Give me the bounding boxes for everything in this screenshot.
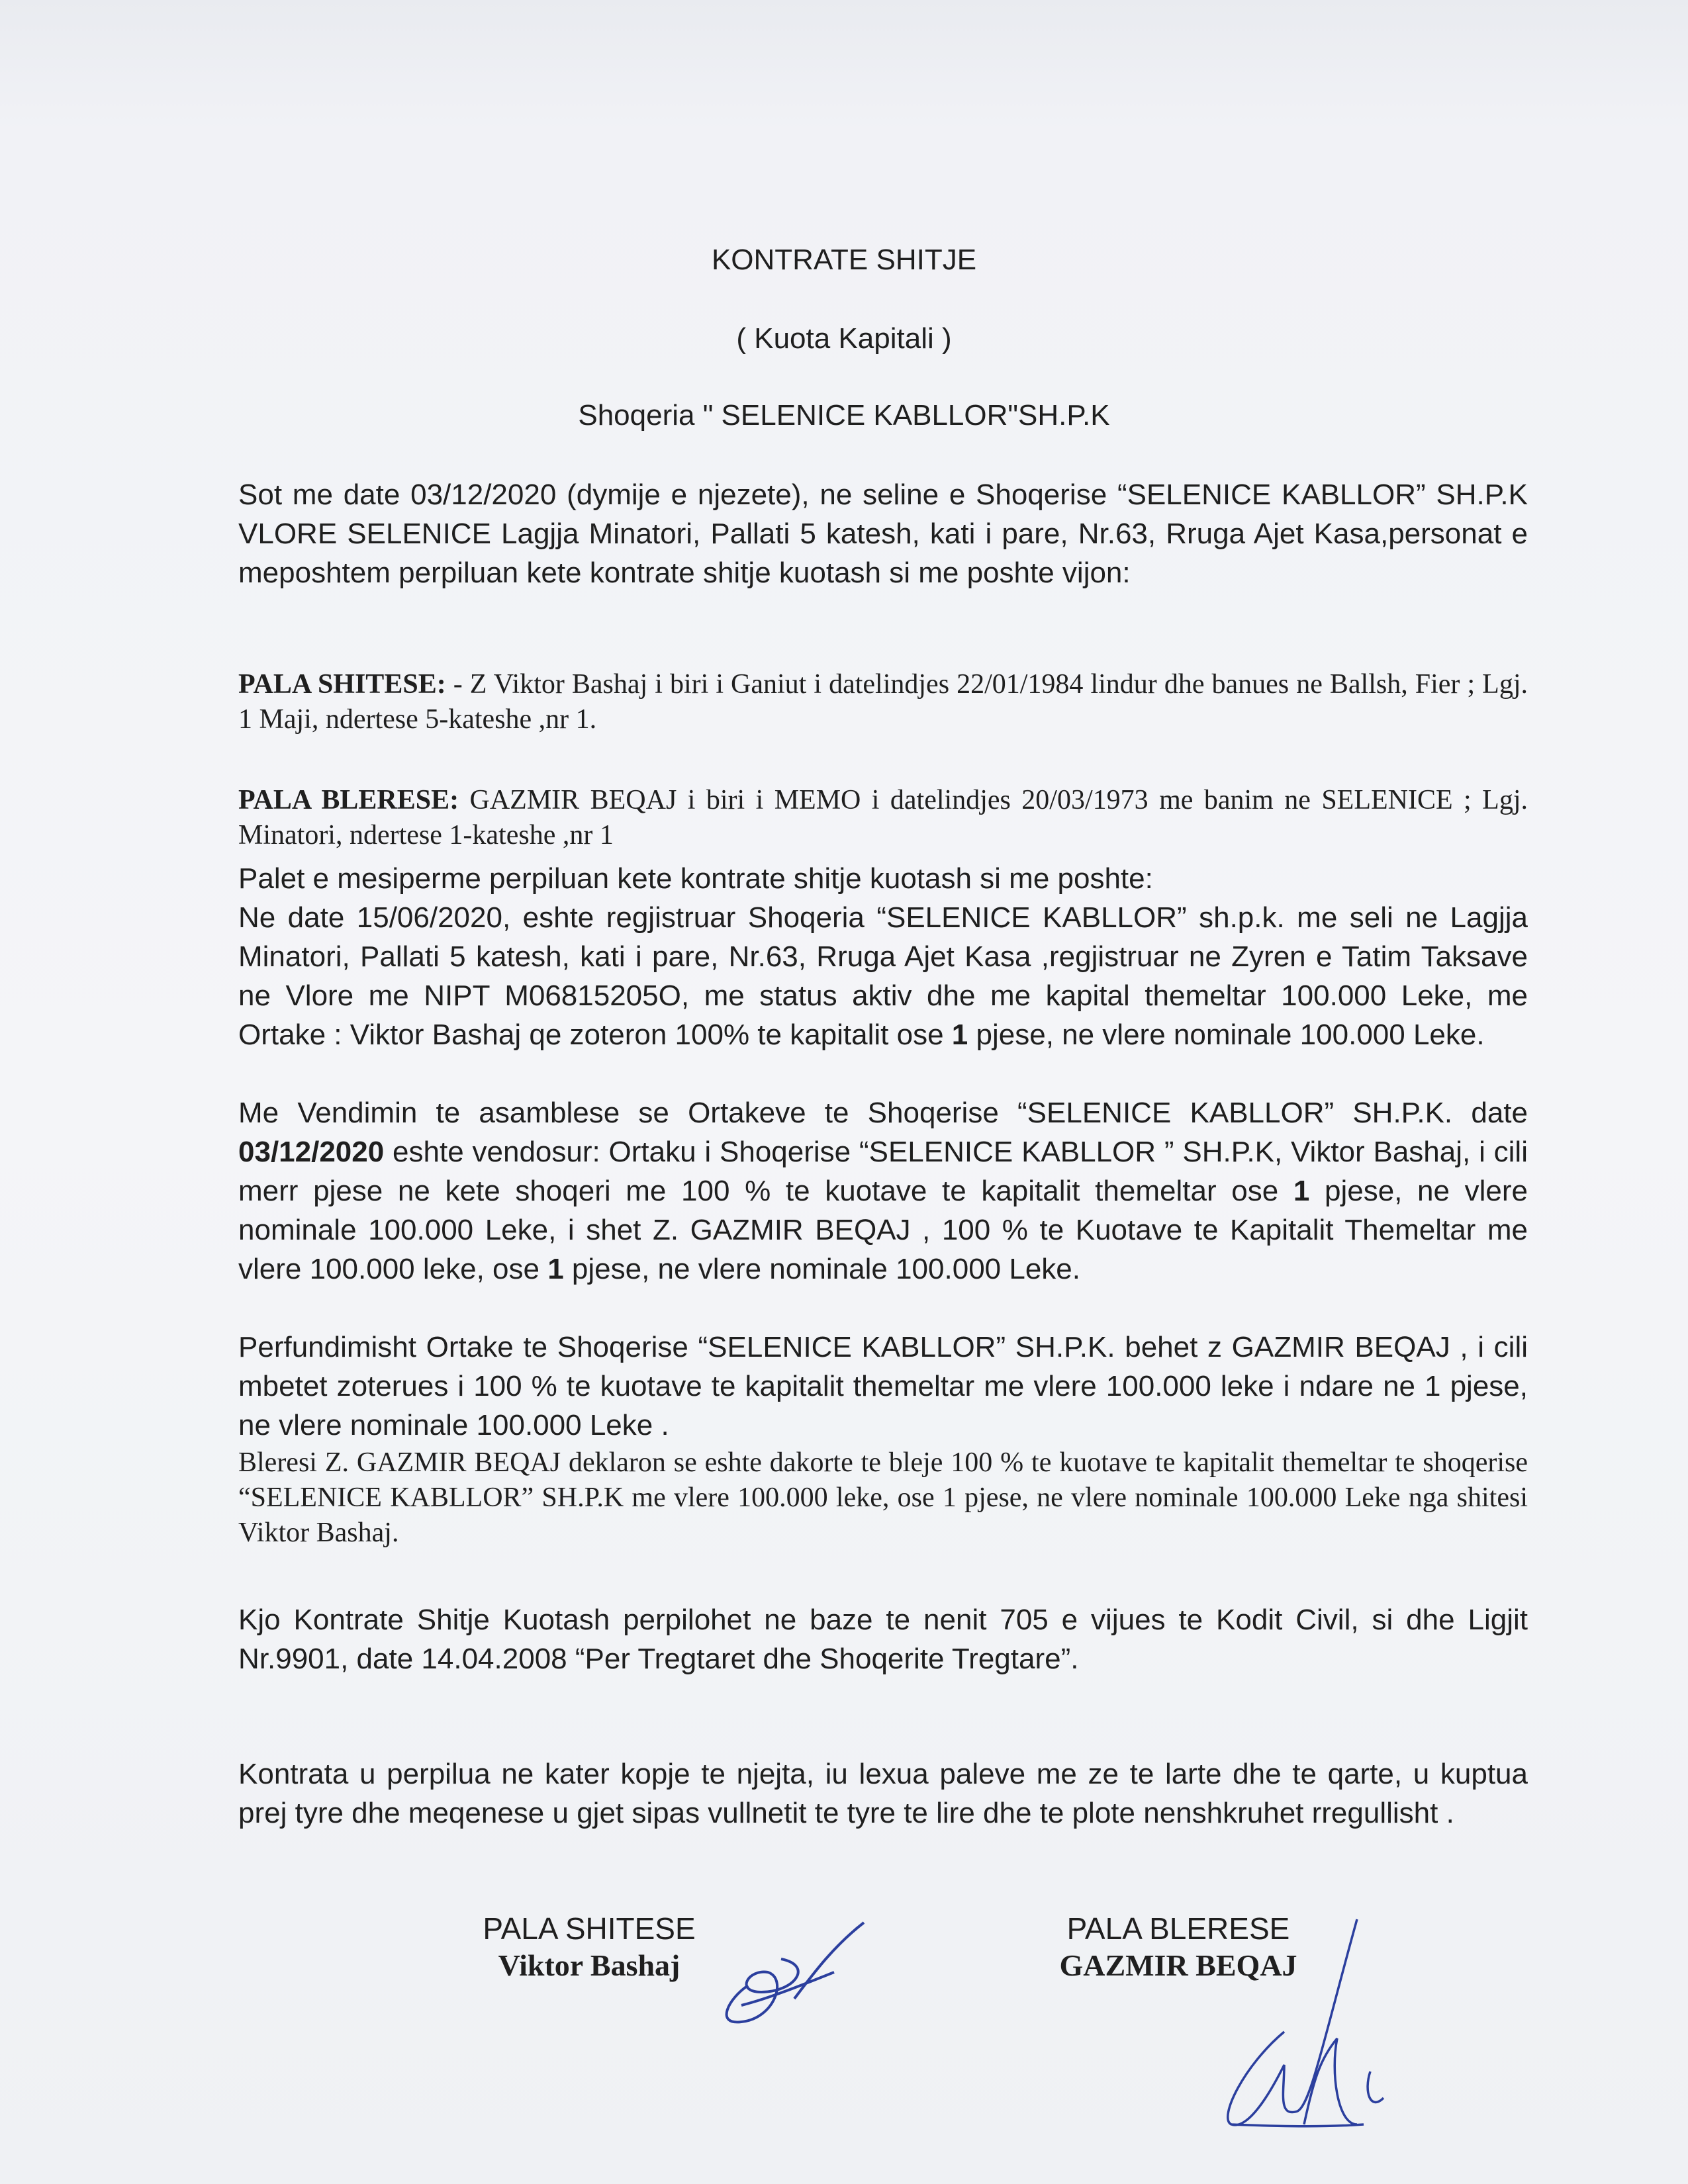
paragraph-intro	[238, 475, 1528, 592]
seller-signature	[702, 1906, 874, 2038]
paragraph-decision	[238, 1093, 1528, 1289]
buyer-signature	[1205, 1906, 1417, 2158]
company-name: Shoqeria " SELENICE KABLLOR"SH.P.K	[578, 399, 1110, 432]
seller-signature-block	[463, 1910, 715, 1984]
paragraph-text: Sot me date 03/12/2020 (dymije e njezete), ne seline e Shoqerise “SELENICE KABLLOR” SH.P.K VLORE SELENICE Lagjja Minatori, Pallati 5 katesh, kati i pare, Nr.63, Rruga Ajet Kasa,personat e meposhtem perpiluan kete kontrate shitje kuotash si me poshte vijon:	[238, 478, 1528, 589]
paragraph-registration	[238, 898, 1528, 1054]
document-subtitle: ( Kuota Kapitali )	[736, 322, 952, 355]
paragraph-text: Me Vendimin te asamblese se Ortakeve te Shoqerise “SELENICE KABLLOR” SH.P.K. date	[238, 1097, 1528, 1129]
paragraph-text: pjese, ne vlere nominale 100.000 Leke.	[563, 1253, 1080, 1285]
seller-name: Viktor Bashaj	[498, 1948, 680, 1982]
paragraph-legal-basis	[238, 1600, 1528, 1678]
bold-text: 1	[951, 1019, 968, 1051]
paragraph-text: pjese, ne vlere nominale 100.000 Leke.	[968, 1019, 1485, 1051]
paragraph-buyer	[238, 783, 1528, 853]
buyer-name: GAZMIR BEQAJ	[1059, 1948, 1297, 1982]
paragraph-text: eshte vendosur: Ortaku i Shoqerise “SELENICE KABLLOR ” SH.P.K, Viktor Bashaj, i cili merr pjese ne kete shoqeri me 100 % te kuotave te kapitalit themeltar ose	[238, 1136, 1528, 1207]
paragraph-text: Bleresi Z. GAZMIR BEQAJ deklaron se eshte dakorte te bleje 100 % te kuotave te kapitalit themeltar te shoqerise “SELENICE KABLLOR” SH.P.K me vlere 100.000 leke, ose 1 pjese, ne vlere nominale 100.000 Leke nga shitesi Viktor Bashaj.	[238, 1447, 1528, 1548]
paragraph-text: Palet e mesiperme perpiluan kete kontrate shitje kuotash si me poshte:	[238, 862, 1153, 895]
bold-text: 03/12/2020	[238, 1136, 385, 1168]
bold-text: 1	[1293, 1175, 1310, 1207]
bold-text: PALA SHITESE:	[238, 669, 446, 700]
paragraph-text: Perfundimisht Ortake te Shoqerise “SELENICE KABLLOR” SH.P.K. behet z GAZMIR BEQAJ , i cili mbetet zoterues i 100 % te kuotave te kapitalit themeltar me vlere 100.000 leke i ndare ne 1 pjese, ne vlere nominale 100.000 Leke .	[238, 1331, 1528, 1441]
seller-role: PALA SHITESE	[483, 1911, 696, 1946]
paragraph-text: pjese, ne vlere nominale 100.000 Leke, i shet Z. GAZMIR BEQAJ , 100 % te Kuotave te Kapitalit Themeltar me vlere 100.000 leke, ose	[238, 1175, 1528, 1285]
paragraph-conclusion	[238, 1328, 1528, 1445]
paragraph-text: - Z Viktor Bashaj i biri i Ganiut i datelindjes 22/01/1984 lindur dhe banues ne Ballsh, Fier ; Lgj. 1 Maji, ndertese 5-kateshe ,nr 1.	[238, 669, 1528, 735]
document-title: KONTRATE SHITJE	[711, 244, 977, 276]
paragraph-text: Kontrata u perpilua ne kater kopje te njejta, iu lexua paleve me ze te larte dhe te qarte, u kuptua prej tyre dhe meqenese u gjet sipas vullnetit te tyre te lire dhe te plote nenshkruhet rregullisht .	[238, 1758, 1528, 1829]
paragraph-seller	[238, 667, 1528, 737]
buyer-role: PALA BLERESE	[1066, 1911, 1290, 1946]
paragraph-buyer-declaration	[238, 1445, 1528, 1551]
bold-text: 1	[547, 1253, 564, 1285]
paragraph-text: GAZMIR BEQAJ i biri i MEMO i datelindjes 20/03/1973 me banim ne SELENICE ; Lgj. Minatori, ndertese 1-kateshe ,nr 1	[238, 785, 1528, 850]
paragraph-text: Ne date 15/06/2020, eshte regjistruar Shoqeria “SELENICE KABLLOR” sh.p.k. me seli ne Lagjja Minatori, Pallati 5 katesh, kati i pare, Nr.63, Rruga Ajet Kasa ,regjistruar ne Zyren e Tatim Taksave ne Vlore me NIPT M06815205O, me status aktiv dhe me kapital themeltar 100.000 Leke, me Ortake : Viktor Bashaj qe zoteron 100% te kapitalit ose	[238, 901, 1528, 1051]
bold-text: PALA BLERESE:	[238, 785, 459, 815]
paragraph-closing	[238, 1754, 1528, 1833]
paragraph-parties	[238, 859, 1528, 898]
paragraph-text: Kjo Kontrate Shitje Kuotash perpilohet ne baze te nenit 705 e vijues te Kodit Civil, si dhe Ligjit Nr.9901, date 14.04.2008 “Per Tregtaret dhe Shoqerite Tregtare”.	[238, 1604, 1528, 1675]
